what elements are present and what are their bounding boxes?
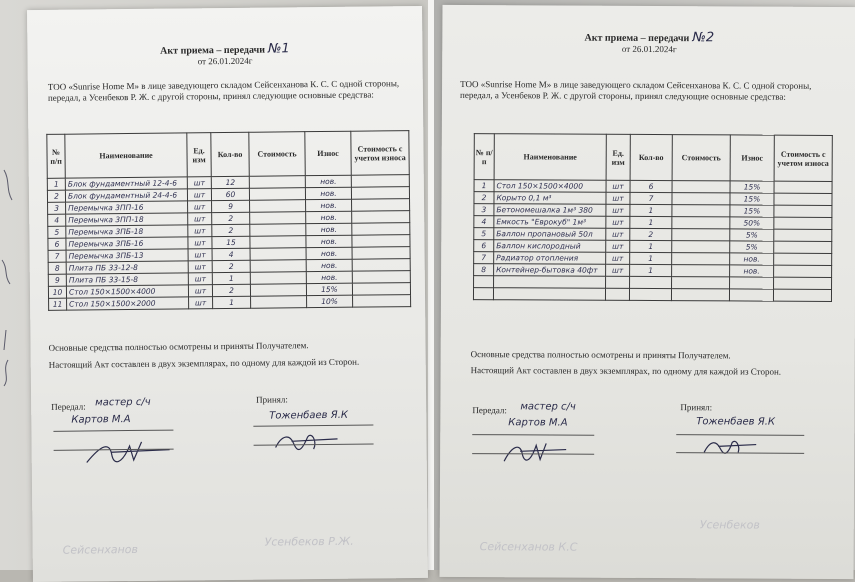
left-gave-role: мастер с/ч <box>95 396 151 409</box>
left-para-copies: Настоящий Акт составлен в двух экземплярах, по одному для каждой из Сторон. <box>48 356 360 370</box>
right-bottom-faint-name-2: Усенбеков <box>699 518 760 532</box>
left-intro-text: ТОО «Sunrise Home M» в лице заведующего складом Сейсенханова К. С. С одной стороны, передал, а Усенбеков Р. Ж. с другой стороны, принял следующие основные средства: <box>47 78 400 103</box>
table-cell <box>249 188 305 201</box>
left-gave-signature <box>81 434 171 469</box>
table-cell: Стол 150×1500×4000 <box>66 285 188 298</box>
table-cell: 5% <box>730 241 774 253</box>
table-cell <box>352 259 410 272</box>
table-cell: шт <box>188 261 212 273</box>
table-cell <box>606 276 630 288</box>
table-cell: 2 <box>212 284 250 296</box>
table-cell: 2 <box>212 224 250 236</box>
table-cell: 2 <box>212 212 250 224</box>
right-header-cell: Наименование <box>494 134 606 181</box>
table-cell: 5 <box>474 228 494 240</box>
table-cell <box>351 175 409 188</box>
left-header-cell: Стоимость <box>249 132 305 177</box>
table-cell: шт <box>606 240 630 252</box>
table-cell: шт <box>187 189 211 201</box>
table-cell <box>672 253 730 265</box>
table-cell <box>250 200 306 213</box>
right-doc-date: от 26.01.2024г <box>621 43 677 55</box>
table-cell: 10% <box>307 295 353 307</box>
table-cell: 8 <box>474 264 494 276</box>
table-cell: 15% <box>730 181 774 193</box>
table-cell: 4 <box>48 214 66 226</box>
left-edge-pen-marks <box>0 150 26 390</box>
table-cell <box>352 271 410 284</box>
table-cell: шт <box>187 177 211 189</box>
table-cell: Контейнер-бытовка 40фт <box>494 264 606 277</box>
table-cell: Плита ПБ 33-12-8 <box>66 261 188 274</box>
right-table-header-row <box>474 134 832 182</box>
table-cell: шт <box>188 273 212 285</box>
table-cell: шт <box>606 264 630 276</box>
table-cell: шт <box>189 297 213 309</box>
table-cell: Бетономешалка 1м³ 380 <box>494 204 606 217</box>
right-intro-text: ТОО «Sunrise Home M» в лице заведующего складом Сейсенханова К. С. С одной стороны, передал, а Усенбеков Р. Ж. с другой стороны, принял следующие основные средства: <box>460 79 812 102</box>
table-cell: Стол 150×1500×2000 <box>67 297 189 310</box>
table-cell: 15% <box>730 193 774 205</box>
left-header-cell: Кол-во <box>211 132 249 176</box>
table-cell: шт <box>606 216 630 228</box>
table-cell: Корыто 0,1 м³ <box>494 192 606 205</box>
table-cell: 6 <box>48 238 66 250</box>
table-cell <box>250 284 306 297</box>
table-cell: 2 <box>630 228 672 240</box>
table-cell: 11 <box>49 298 67 310</box>
table-cell: нов. <box>306 271 352 283</box>
table-cell <box>672 193 730 205</box>
table-cell <box>352 283 410 296</box>
table-cell <box>250 224 306 237</box>
right-header-cell: Кол-во <box>630 134 672 180</box>
left-gave-name: Картов М.А <box>71 414 131 426</box>
table-cell: нов. <box>305 175 351 187</box>
left-para-accepted: Основные средства полностью осмотрены и приняты Получателем. <box>48 340 309 353</box>
table-cell <box>774 193 832 205</box>
table-cell: Перемычка 3ПП-18 <box>66 213 188 226</box>
table-cell: 50% <box>730 217 774 229</box>
table-cell: 3 <box>474 204 494 216</box>
table-cell: шт <box>606 228 630 240</box>
left-doc-number: №1 <box>267 41 290 57</box>
left-document-sheet <box>27 6 428 582</box>
left-doc-date: от 26.01.2024г <box>197 55 253 67</box>
right-gave-name: Картов М.А <box>508 417 568 429</box>
table-cell <box>250 272 306 285</box>
table-cell: шт <box>188 225 212 237</box>
table-cell <box>729 289 773 301</box>
table-cell <box>494 276 606 289</box>
table-cell <box>773 289 831 301</box>
table-cell: шт <box>606 204 630 216</box>
table-cell <box>774 229 832 241</box>
table-cell: шт <box>606 180 630 192</box>
left-header-cell: Стоимость с учетом износа <box>351 131 409 176</box>
left-header-cell: Наименование <box>65 133 187 178</box>
table-cell: 4 <box>212 248 250 260</box>
right-header-cell: № п/п <box>474 134 494 180</box>
table-cell: 15% <box>730 205 774 217</box>
table-cell: шт <box>188 201 212 213</box>
table-cell: Перемычка 3ПБ-13 <box>66 249 188 262</box>
table-cell: нов. <box>306 235 352 247</box>
table-cell: нов. <box>730 253 774 265</box>
left-table-header-row <box>47 131 409 179</box>
table-cell: 60 <box>211 188 249 200</box>
right-header-cell: Стоимость с учетом износа <box>774 135 832 181</box>
table-cell <box>352 211 410 224</box>
table-cell <box>630 276 672 288</box>
table-cell <box>672 181 730 193</box>
table-cell: 1 <box>474 180 494 192</box>
table-cell: Плита ПБ 33-15-8 <box>66 273 188 286</box>
table-cell <box>249 176 305 189</box>
table-cell: шт <box>606 192 630 204</box>
table-cell: нов. <box>305 187 351 199</box>
left-gave-name-line <box>53 430 173 432</box>
table-cell: нов. <box>306 259 352 271</box>
table-cell <box>473 288 493 300</box>
table-cell <box>352 247 410 260</box>
table-cell: 5% <box>730 229 774 241</box>
table-cell <box>774 241 832 253</box>
table-cell: 5 <box>48 226 66 238</box>
table-cell <box>730 277 774 289</box>
table-cell: 2 <box>474 192 494 204</box>
table-cell: 7 <box>630 192 672 204</box>
table-cell <box>352 199 410 212</box>
table-cell: 1 <box>47 178 65 190</box>
table-cell <box>774 265 832 277</box>
right-bottom-faint-name-1: Сейсенханов К.С <box>479 540 578 554</box>
table-cell: 7 <box>474 252 494 264</box>
right-header-cell: Ед. изм <box>606 134 630 180</box>
table-cell: шт <box>606 252 630 264</box>
right-document-sheet <box>440 5 855 579</box>
table-cell: Перемычка 3ПБ-16 <box>66 237 188 250</box>
table-cell <box>250 212 306 225</box>
table-cell: 1 <box>213 296 251 308</box>
table-cell <box>352 235 410 248</box>
right-title-text: Акт приема – передачи <box>584 32 690 45</box>
table-cell: 7 <box>48 250 66 262</box>
table-cell <box>671 289 729 301</box>
table-cell: нов. <box>306 247 352 259</box>
table-cell <box>672 217 730 229</box>
table-cell <box>353 295 411 308</box>
table-row <box>473 288 831 302</box>
table-cell: 6 <box>474 240 494 252</box>
table-cell: 1 <box>630 240 672 252</box>
table-cell <box>672 205 730 217</box>
table-cell <box>672 277 730 289</box>
table-cell: 1 <box>212 272 250 284</box>
right-table-body <box>473 180 832 302</box>
left-bottom-faint-name-2: Усенбеков Р.Ж. <box>264 534 354 549</box>
table-cell: 2 <box>212 260 250 272</box>
right-doc-number: №2 <box>692 30 715 46</box>
table-cell: 2 <box>47 190 65 202</box>
table-cell <box>605 288 629 300</box>
left-header-cell: № п/п <box>47 134 65 178</box>
right-took-name: Тоженбаев Я.К <box>696 416 776 428</box>
table-cell: 1 <box>630 252 672 264</box>
table-cell: шт <box>188 249 212 261</box>
right-took-signature <box>700 434 760 458</box>
left-took-name: Тоженбаев Я.К <box>269 409 349 422</box>
table-cell: нов. <box>306 223 352 235</box>
left-table-body <box>47 175 410 311</box>
table-cell <box>251 296 307 309</box>
table-cell: 1 <box>630 216 672 228</box>
table-cell: 3 <box>48 202 66 214</box>
table-cell: Стол 150×1500×4000 <box>494 180 606 193</box>
right-para-accepted: Основные средства полностью осмотрены и приняты Получателем. <box>470 349 731 361</box>
table-cell: шт <box>188 213 212 225</box>
table-cell <box>774 217 832 229</box>
table-cell: 9 <box>48 274 66 286</box>
table-cell: Емкость "Еврокуб" 1м³ <box>494 216 606 229</box>
table-cell <box>774 253 832 265</box>
table-cell: 12 <box>211 176 249 188</box>
photo-divider <box>428 0 434 570</box>
table-cell: шт <box>188 285 212 297</box>
left-took-signature <box>271 427 341 456</box>
table-cell: Блок фундаментный 24-4-6 <box>65 189 187 202</box>
right-goods-table <box>473 133 833 302</box>
table-cell <box>352 223 410 236</box>
table-cell <box>250 236 306 249</box>
table-cell: 4 <box>474 216 494 228</box>
table-cell <box>774 277 832 289</box>
table-cell <box>629 288 671 300</box>
table-cell: нов. <box>306 211 352 223</box>
right-header-cell: Износ <box>730 135 774 181</box>
left-gave-label: Передал: <box>51 401 86 412</box>
left-header-cell: Износ <box>305 131 351 175</box>
left-header-cell: Ед. изм <box>187 133 211 177</box>
left-goods-table <box>46 130 411 311</box>
table-cell <box>250 260 306 273</box>
table-cell: Перемычка 3ПБ-18 <box>66 225 188 238</box>
table-cell: 8 <box>48 262 66 274</box>
left-bottom-faint-name-1: Сейсенханов <box>62 542 139 557</box>
table-cell <box>493 288 605 301</box>
table-cell <box>672 241 730 253</box>
table-cell: нов. <box>730 265 774 277</box>
right-header-cell: Стоимость <box>672 135 730 181</box>
right-took-label: Принял: <box>680 402 713 413</box>
table-cell <box>774 205 832 217</box>
table-cell: Блок фундаментный 12-4-6 <box>65 177 187 190</box>
table-cell: шт <box>188 237 212 249</box>
right-gave-signature <box>500 435 570 465</box>
table-cell <box>672 229 730 241</box>
table-cell: 1 <box>630 264 672 276</box>
left-took-label: Принял: <box>256 394 288 405</box>
table-cell: 9 <box>212 200 250 212</box>
table-cell: 10 <box>48 286 66 298</box>
table-cell: Баллон пропановый 50л <box>494 228 606 241</box>
table-cell: Перемычка 3ПП-16 <box>66 201 188 214</box>
table-cell: 1 <box>630 204 672 216</box>
right-gave-label: Передал: <box>472 405 507 416</box>
table-cell <box>474 276 494 288</box>
right-gave-role: мастер с/ч <box>520 401 576 413</box>
table-cell: нов. <box>306 199 352 211</box>
table-cell <box>672 265 730 277</box>
left-title-text: Акт приема – передачи <box>160 44 266 57</box>
table-cell: Баллон кислородный <box>494 240 606 253</box>
table-cell <box>250 248 306 261</box>
table-cell: 15% <box>306 283 352 295</box>
table-cell: 15 <box>212 236 250 248</box>
table-cell: 6 <box>630 180 672 192</box>
right-para-copies: Настоящий Акт составлен в двух экземплярах, по одному для каждой из Сторон. <box>470 365 782 377</box>
table-cell <box>351 187 409 200</box>
table-cell: Радиатор отопления <box>494 252 606 265</box>
table-cell <box>774 181 832 193</box>
